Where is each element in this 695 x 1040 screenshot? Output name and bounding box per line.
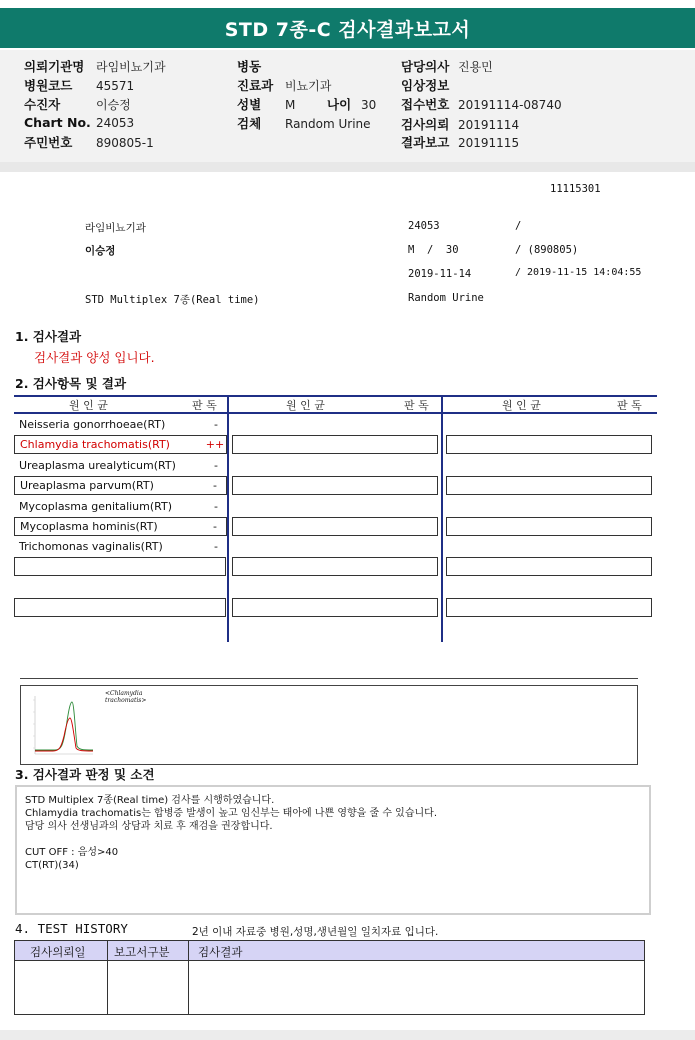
pathogen-name: Mycoplasma genitalium(RT) <box>19 500 173 513</box>
info-hospital-code <box>24 76 134 94</box>
empty-result-cell <box>232 598 438 617</box>
doc-code: 11115301 <box>550 183 601 195</box>
amplification-chart-panel <box>20 685 638 765</box>
history-header-report-type: 보고서구분 <box>114 945 170 959</box>
history-header-request-date: 검사의뢰일 <box>30 945 86 959</box>
empty-result-cell <box>446 476 652 495</box>
result-row <box>14 517 227 536</box>
doc-specimen: Random Urine <box>408 292 484 304</box>
pathogen-name: Trichomonas vaginalis(RT) <box>19 540 163 553</box>
info-receipt-no <box>401 95 562 113</box>
section4-title: 4. TEST HISTORY <box>15 921 128 936</box>
info-ward <box>237 57 285 75</box>
judgement: - <box>214 500 218 513</box>
info-label: 수진자 <box>24 97 61 112</box>
info-label: 병원코드 <box>24 78 73 93</box>
info-requesting-clinic <box>24 57 166 75</box>
info-label: 진료과 <box>237 78 274 93</box>
info-label: 성별 <box>237 97 262 112</box>
history-table-header <box>15 941 644 961</box>
empty-result-cell <box>232 476 438 495</box>
judgement: - <box>214 459 218 472</box>
pathogen-name: Chlamydia trachomatis(RT) <box>20 438 170 451</box>
empty-result-cell <box>232 517 438 536</box>
chart-top-rule <box>20 678 638 679</box>
pathogen-name: Neisseria gonorrhoeae(RT) <box>19 418 166 431</box>
info-label: 담당의사 <box>401 59 450 74</box>
empty-result-cell <box>446 598 652 617</box>
info-clinical-info <box>401 76 458 94</box>
history-table <box>14 940 645 1015</box>
results-table <box>14 395 657 645</box>
info-label: 접수번호 <box>401 97 450 112</box>
doc-sex-age: M / 30 <box>408 244 459 256</box>
info-value: 24053 <box>96 116 135 130</box>
empty-result-cell <box>14 598 226 617</box>
info-value: 이승정 <box>96 98 131 112</box>
info-value: M <box>285 98 296 112</box>
info-label: 의뢰기관명 <box>24 59 85 74</box>
info-label: 병동 <box>237 59 262 74</box>
info-value: 진용민 <box>458 60 493 74</box>
opinion-blank-line <box>25 833 641 846</box>
report-title: STD 7종-C 검사결과보고서 <box>224 18 471 41</box>
judgement: - <box>214 540 218 553</box>
info-value: 20191114-08740 <box>458 98 562 112</box>
empty-result-cell <box>446 517 652 536</box>
info-label: 임상정보 <box>401 78 450 93</box>
info-chart-no <box>24 115 134 130</box>
history-header-result: 검사결과 <box>198 945 243 959</box>
result-row <box>14 537 227 556</box>
info-value: 890805-1 <box>96 136 154 150</box>
opinion-box <box>15 785 651 915</box>
section1-title: 1. 검사결과 <box>15 329 82 344</box>
info-label: 검체 <box>237 116 262 131</box>
info-doctor <box>401 57 493 75</box>
doc-test-name: STD Multiplex 7종(Real time) <box>85 294 260 306</box>
header-pathogen-2: 원 인 균 <box>286 399 325 412</box>
info-request-date <box>401 115 519 133</box>
pathogen-name: Mycoplasma hominis(RT) <box>20 520 158 533</box>
header-pathogen-3: 원 인 균 <box>502 399 541 412</box>
doc-clinic: 라임비뇨기과 <box>85 222 146 234</box>
info-value: 라임비뇨기과 <box>96 60 166 74</box>
result-row <box>14 415 227 434</box>
header-judge-3: 판 독 <box>617 399 642 412</box>
result-row-positive <box>14 435 227 454</box>
table-top-rule <box>14 395 657 397</box>
info-label: Chart No. <box>24 115 91 130</box>
result-row <box>14 456 227 475</box>
doc-birth: / (890805) <box>515 244 579 256</box>
judgement: ++ <box>205 438 225 451</box>
column-divider <box>227 395 229 642</box>
opinion-line: CT(RT)(34) <box>25 860 79 871</box>
empty-result-cell <box>14 557 226 576</box>
info-value: Random Urine <box>285 117 371 131</box>
doc-request-date: 2019-11-14 <box>408 268 472 280</box>
section2-title: 2. 검사항목 및 결과 <box>15 376 127 391</box>
info-label: 결과보고 <box>401 135 450 150</box>
judgement: - <box>214 418 218 431</box>
empty-result-cell <box>446 557 652 576</box>
opinion-line: Chlamydia trachomatis는 합병증 발생이 높고 임신부는 태아에 나쁜 영향을 줄 수 있습니다. <box>25 808 437 819</box>
separator-strip <box>0 162 695 172</box>
doc-report-datetime: / 2019-11-15 14:04:55 <box>515 267 642 278</box>
pathogen-name: Ureaplasma parvum(RT) <box>20 479 154 492</box>
header-judge-1: 판 독 <box>192 399 217 412</box>
history-column-divider <box>188 941 189 1014</box>
info-label: 주민번호 <box>24 135 73 150</box>
info-patient-name <box>24 95 131 113</box>
empty-result-cell <box>232 557 438 576</box>
info-value: 비뇨기과 <box>285 79 332 93</box>
opinion-line: 담당 의사 선생님과의 상담과 치료 후 재검을 권장합니다. <box>25 821 273 832</box>
section3-title: 3. 검사결과 판정 및 소견 <box>15 767 155 782</box>
empty-result-cell <box>446 435 652 454</box>
judgement: - <box>213 479 217 492</box>
result-row <box>14 497 227 516</box>
info-value: 30 <box>361 98 377 112</box>
info-label: 검사의뢰 <box>401 117 450 132</box>
result-positive-text: 검사결과 양성 입니다. <box>34 350 155 365</box>
empty-result-cell <box>232 435 438 454</box>
history-column-divider <box>107 941 108 1014</box>
result-row <box>14 476 227 495</box>
judgement: - <box>213 520 217 533</box>
header-judge-2: 판 독 <box>404 399 429 412</box>
patient-info-block <box>0 50 695 162</box>
info-value: 20191115 <box>458 136 520 150</box>
opinion-line: CUT OFF : 음성>40 <box>25 847 119 858</box>
info-department <box>237 76 331 94</box>
info-value: 20191114 <box>458 118 520 132</box>
doc-chart-no: 24053 <box>408 220 440 232</box>
info-report-date <box>401 133 519 151</box>
column-divider <box>441 395 443 642</box>
doc-slash: / <box>515 220 522 232</box>
chart-legend: <Chlamydia trachomatis> <box>105 690 147 704</box>
pathogen-name: Ureaplasma urealyticum(RT) <box>19 459 176 472</box>
table-header-rule <box>14 412 657 414</box>
info-value: 45571 <box>96 79 135 93</box>
info-specimen <box>237 114 371 132</box>
history-note: 2년 이내 자료중 병원,성명,생년월일 일치자료 입니다. <box>192 926 439 938</box>
doc-patient: 이승정 <box>85 245 116 257</box>
opinion-line: STD Multiplex 7종(Real time) 검사를 시행하였습니다. <box>25 795 275 806</box>
report-title-bar <box>0 8 695 48</box>
info-sex <box>237 95 295 113</box>
header-pathogen-1: 원 인 균 <box>69 399 108 412</box>
bottom-strip <box>0 1030 695 1040</box>
info-resident-no <box>24 133 154 151</box>
info-age <box>327 95 376 113</box>
info-label: 나이 <box>327 97 352 112</box>
